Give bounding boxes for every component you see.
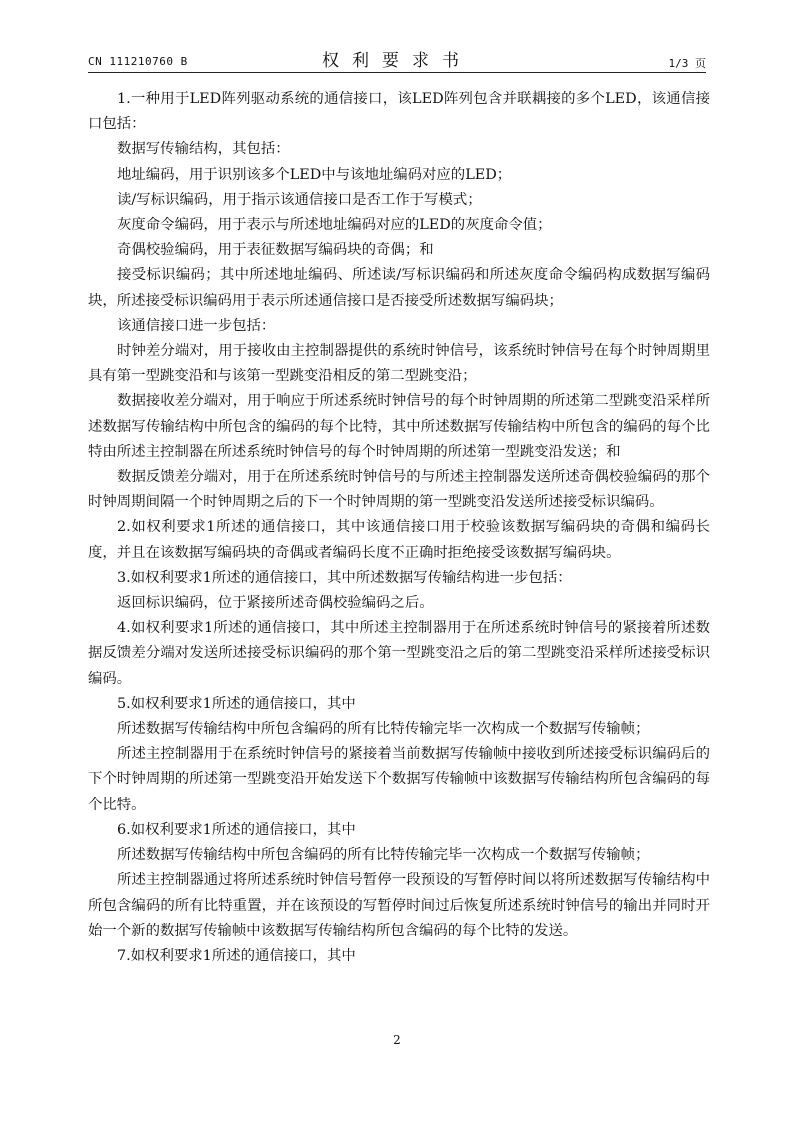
claim-paragraph: 所述主控制器用于在系统时钟信号的紧接着当前数据写传输帧中接收到所述接受标识编码后的下个时钟周期的所述第一型跳变沿开始发送下个数据写传输帧中该数据写传输结构所包含编码的每个比特。 xyxy=(88,746,710,813)
claim-paragraph: 1.一种用于LED阵列驱动系统的通信接口，该LED阵列包含并联耦接的多个LED，该通信接口包括： xyxy=(88,91,710,133)
claim-paragraph: 4.如权利要求1所述的通信接口，其中所述主控制器用于在所述系统时钟信号的紧接着所述数据反馈差分端对发送所述接受标识编码的那个第一型跳变沿之后的第二型跳变沿采样所述接受标识编码。 xyxy=(88,620,710,687)
claim-paragraph: 接受标识编码；其中所述地址编码、所述读/写标识编码和所述灰度命令编码构成数据写编码块，所述接受标识编码用于表示所述通信接口是否接受所述数据写编码块； xyxy=(88,267,710,309)
header-rule xyxy=(88,72,706,73)
claim-paragraph: 奇偶校验编码，用于表征数据写编码块的奇偶；和 xyxy=(117,242,434,259)
page-number: 2 xyxy=(393,1033,401,1047)
doc-number: CN 111210760 B xyxy=(88,55,188,68)
claim-paragraph: 该通信接口进一步包括： xyxy=(117,317,276,334)
claim-paragraph: 数据反馈差分端对，用于在所述系统时钟信号的与所述主控制器发送所述奇偶校验编码的那个时钟周期间隔一个时钟周期之后的下一个时钟周期的第一型跳变沿发送所述接受标识编码。 xyxy=(88,469,710,511)
page-title: 权利要求书 xyxy=(322,51,472,71)
claim-paragraph: 返回标识编码，位于紧接所述奇偶校验编码之后。 xyxy=(117,595,434,612)
claim-paragraph: 3.如权利要求1所述的通信接口，其中所述数据写传输结构进一步包括： xyxy=(117,569,572,586)
claim-paragraph: 所述主控制器通过将所述系统时钟信号暂停一段预设的写暂停时间以将所述数据写传输结构中所包含编码的所有比特重置，并在该预设的写暂停时间过后恢复所述系统时钟信号的输出并同时开始一个新的数据写传输帧中该数据写传输结构所包含编码的每个比特的发送。 xyxy=(88,872,710,939)
claim-paragraph: 数据写传输结构，其包括： xyxy=(117,141,290,158)
claim-paragraph: 数据接收差分端对，用于响应于所述系统时钟信号的每个时钟周期的所述第二型跳变沿采样所述数据写传输结构中所包含的编码的每个比特，其中所述数据写传输结构中所包含的编码的每个比特由所述主控制器在所述系统时钟信号的每个时钟周期的所述第一型跳变沿发送；和 xyxy=(88,393,710,460)
page-header xyxy=(88,44,706,74)
claim-paragraph: 所述数据写传输结构中所包含编码的所有比特传输完毕一次构成一个数据写传输帧； xyxy=(117,721,650,738)
claim-paragraph: 地址编码，用于识别该多个LED中与该地址编码对应的LED； xyxy=(117,166,512,183)
claim-paragraph: 所述数据写传输结构中所包含编码的所有比特传输完毕一次构成一个数据写传输帧； xyxy=(117,847,650,864)
claim-paragraph: 读/写标识编码，用于指示该通信接口是否工作于写模式； xyxy=(117,191,482,208)
claims-body xyxy=(88,87,710,969)
claim-paragraph: 时钟差分端对，用于接收由主控制器提供的系统时钟信号，该系统时钟信号在每个时钟周期里具有第一型跳变沿和与该第一型跳变沿相反的第二型跳变沿； xyxy=(88,343,710,385)
claim-paragraph: 2.如权利要求1所述的通信接口，其中该通信接口用于校验该数据写编码块的奇偶和编码长度，并且在该数据写编码块的奇偶或者编码长度不正确时拒绝接受该数据写编码块。 xyxy=(88,519,710,561)
claim-paragraph: 7.如权利要求1所述的通信接口，其中 xyxy=(117,947,356,964)
claim-paragraph: 6.如权利要求1所述的通信接口，其中 xyxy=(117,821,356,838)
claim-paragraph: 灰度命令编码，用于表示与所述地址编码对应的LED的灰度命令值； xyxy=(117,217,552,234)
claim-paragraph: 5.如权利要求1所述的通信接口，其中 xyxy=(117,695,356,712)
page-info: 1/3 页 xyxy=(668,57,706,70)
